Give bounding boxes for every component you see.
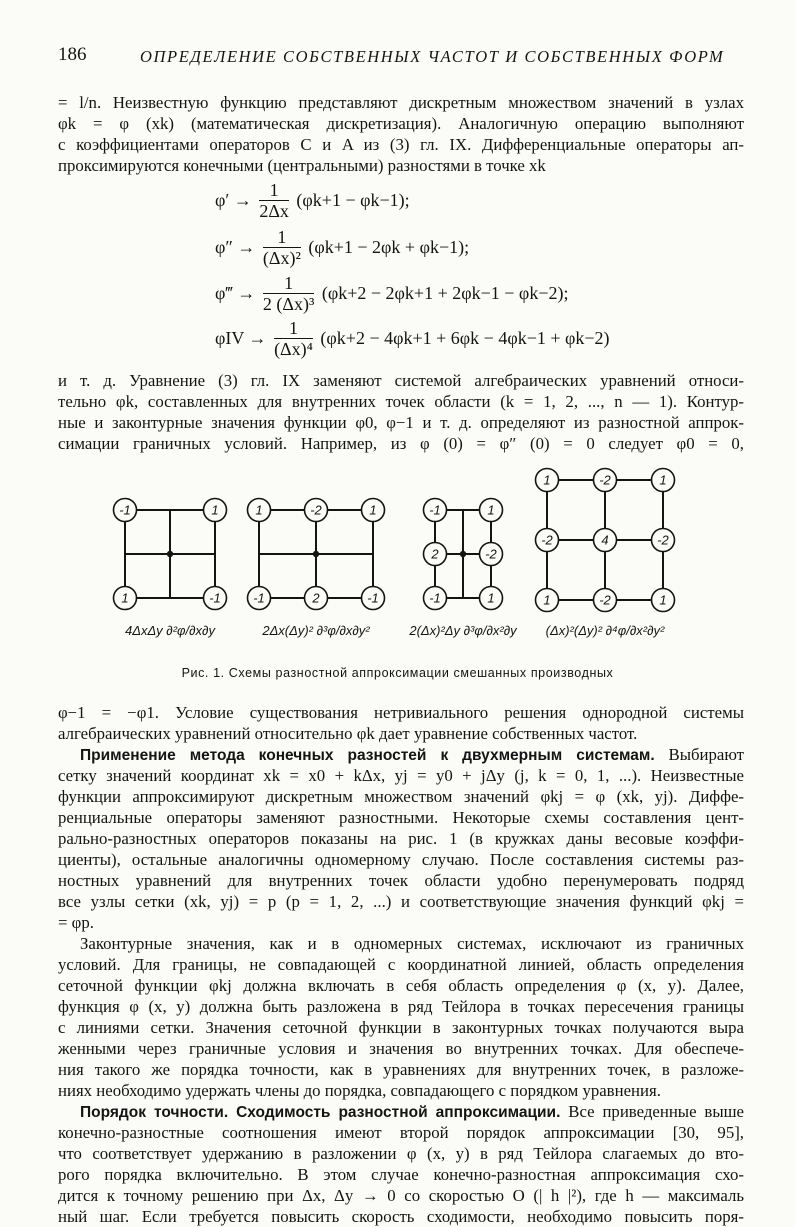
text-line: рально-разностных операторов показаны на рис. 1 (в кружках даны весовые коэффи- (58, 829, 744, 848)
page-number: 186 (58, 44, 87, 65)
text-line: условий. Для границы, не совпадающей с координатной линией, область определения (58, 955, 744, 974)
weight-node (480, 587, 503, 610)
section-accuracy: Порядок точности. Сходимость разностной аппроксимации. Все приведенные выше конечно-разностные соотношения имеют второй порядок аппроксимации [30, 95], что соответствует удержанию в разложении φ (x, y) в ряд Тейлора слагаемых до вто- рого порядка включительно. В этом случае конечно-разностная аппроксимация схо- дится к точному решению при Δx, Δy → 0 со скоростью O (| h |²), где h — максималь ный шаг. Если требуется повысить скорость сходимости, необходимо повысить поря- (58, 1102, 744, 1226)
weight-node (305, 499, 328, 522)
weight-node (204, 587, 227, 610)
svg-text:-2: -2 (599, 592, 611, 608)
text-line: сетку значений координат xk = x0 + kΔx, yj = y0 + jΔy (j, k = 0, 1, ...). Неизвестные (58, 766, 744, 785)
text-line: циенты), остальные аналогичны одномерному случаю. После составления системы раз- (58, 850, 744, 869)
weight-node (248, 587, 271, 610)
text-line: φk = φ (xk) (математическая дискретизация). Аналогичную операцию выполняют (58, 114, 744, 133)
svg-text:-1: -1 (119, 502, 131, 518)
svg-text:1: 1 (369, 502, 377, 518)
weight-node (114, 499, 137, 522)
text-line: ный шаг. Если требуется повысить скорость сходимости, необходимо повысить поря- (58, 1207, 744, 1226)
svg-text:2: 2 (312, 590, 320, 606)
svg-text:1: 1 (659, 592, 667, 608)
weight-node (594, 529, 617, 552)
svg-text:1: 1 (211, 502, 219, 518)
svg-text:-2: -2 (657, 532, 669, 548)
section-2d-systems: Применение метода конечных разностей к двухмерным системам. Выбирают сетку значений координат xk = x0 + kΔx, yj = y0 + jΔy (j, k = 0, 1, ...). Неизвестные функции аппроксимируют дискретным множеством значений φkj = φ (xk, yj). Диффе- ренциальные операторы заменяют разностными. Некоторые схемы составления цент- рально-разностных операторов показаны на рис. 1 (в кружках даны весовые коэффи- циенты), остальные аналогичны одномерному случаю. После составления системы раз- ностных уравнений для внутренних точек области удобно перенумеровать подряд все узлы сетки (xk, yj) = p (p = 1, 2, ...) и соответствующие значения функций φkj = = φp. (58, 745, 744, 932)
formula-first-derivative: φ′ → $\frac{1}{2\Delta x}$ (φk+1 − φk−1); (215, 180, 410, 221)
text-line: ностных уравнений для внутренних точек области удобно перенумеровать подряд (58, 871, 744, 890)
text-line: симации граничных условий. Например, из φ (0) = φ″ (0) = 0 следует φ0 = 0, (58, 434, 744, 453)
svg-text:-1: -1 (429, 590, 441, 606)
svg-text:1: 1 (487, 590, 495, 606)
weight-node (424, 499, 447, 522)
intro-paragraph (58, 92, 744, 176)
svg-text:-2: -2 (599, 472, 611, 488)
paragraph-4 (58, 933, 744, 1101)
text-line: = φp. (58, 913, 94, 932)
svg-text:1: 1 (543, 592, 551, 608)
weight-node (594, 469, 617, 492)
svg-text:4: 4 (601, 532, 609, 548)
text-line: Законтурные значения, как и в одномерных системах, исключают из граничных (80, 934, 744, 953)
svg-text:-1: -1 (209, 590, 221, 606)
weight-node (204, 499, 227, 522)
weight-node (536, 469, 559, 492)
weight-node (594, 589, 617, 612)
svg-text:-2: -2 (541, 532, 553, 548)
formula-third-derivative: φ‴ → $\frac{1}{\text{2 (Δx)³}}$ (φk+2 − 2φk+1 + 2φk−1 − φk−2); (215, 273, 569, 314)
weight-node (424, 587, 447, 610)
section-heading: Применение метода конечных разностей к двухмерным системам. (80, 747, 655, 764)
text-line: конечно-разностные соотношения имеют второй порядок аппроксимации [30, 95], (58, 1123, 744, 1142)
weight-node (305, 587, 328, 610)
svg-text:-1: -1 (253, 590, 265, 606)
scheme-label: 2(Δx)²Δy ∂³φ/∂x²∂y (409, 623, 517, 638)
text-line: дится к точному решению при Δx, Δy → 0 со скоростью O (| h |²), где h — максималь (58, 1186, 744, 1205)
text-line: ниях необходимо удержать члены до порядка, совпадающего с порядком уравнения. (58, 1081, 661, 1100)
figure-difference-schemes (0, 460, 795, 660)
scheme-label: 2Δx(Δy)² ∂³φ/∂x∂y² (262, 623, 370, 638)
weight-node (248, 499, 271, 522)
weight-node (424, 543, 447, 566)
svg-text:-1: -1 (367, 590, 379, 606)
scheme-label: 4ΔxΔy ∂²φ/∂x∂y (125, 623, 215, 638)
text-line: с коэффициентами операторов C и A из (3) гл. IX. Дифференциальные операторы ап- (58, 135, 744, 154)
weight-node (652, 529, 675, 552)
text-line: с линиями сетки. Значения сеточной функции в законтурных точках получаются выра (58, 1018, 744, 1037)
text-line: что соответствует удержанию в разложении φ (x, y) в ряд Тейлора слагаемых до вто- (58, 1144, 744, 1163)
svg-text:1: 1 (121, 590, 129, 606)
svg-text:1: 1 (659, 472, 667, 488)
text-line: тельно φk, составленных для внутренних точек области (k = 1, 2, ..., n — 1). Контур- (58, 392, 744, 411)
weight-node (362, 499, 385, 522)
running-title: ОПРЕДЕЛЕНИЕ СОБСТВЕННЫХ ЧАСТОТ И СОБСТВЕННЫХ ФОРМ (140, 47, 725, 66)
weight-node (536, 529, 559, 552)
text-line: функции аппроксимируют дискретным множеством значений φkj = φ (xk, yj). Диффе- (58, 787, 744, 806)
svg-text:-2: -2 (310, 502, 322, 518)
svg-text:1: 1 (487, 502, 495, 518)
section-heading: Порядок точности. Сходимость разностной аппроксимации. (80, 1104, 561, 1121)
text-line: алгебраических уравнений относительно φk дает уравнение собственных частот. (58, 724, 638, 743)
weight-node (652, 469, 675, 492)
text-line: φ−1 = −φ1. Условие существования нетривиального решения однородной системы (58, 703, 744, 722)
text-line: ренциальные операторы заменяют разностными. Некоторые схемы составления цент- (58, 808, 744, 827)
text-line: все узлы сетки (xk, yj) = p (p = 1, 2, ...) и соответствующие значения функций φkj = (58, 892, 744, 911)
paragraph-2 (58, 370, 744, 454)
scheme-label: (Δx)²(Δy)² ∂⁴φ/∂x²∂y² (545, 623, 665, 638)
text-line: = l/n. Неизвестную функцию представляют дискретным множеством значений в узлах (58, 93, 744, 112)
text-line: проксимируются конечными (центральными) разностями в точке xk (58, 156, 546, 175)
figure-caption: Рис. 1. Схемы разностной аппроксимации смешанных производных (181, 666, 614, 680)
svg-text:2: 2 (431, 546, 439, 562)
paragraph-3 (58, 702, 744, 744)
weight-node (480, 543, 503, 566)
svg-text:1: 1 (543, 472, 551, 488)
weight-node (652, 589, 675, 612)
page-header (58, 44, 758, 70)
text-line: сеточной функции φkj должна включать в себя область определения φ (x, y). Далее, (58, 976, 744, 995)
weight-node (536, 589, 559, 612)
text-line: ные и законтурные значения функции φ0, φ−1 и т. д. определяют из разностной аппрок- (58, 413, 744, 432)
weight-node (114, 587, 137, 610)
text-line: женными через граничные условия и значения во внутренних точках. Для обеспече- (58, 1039, 744, 1058)
text-line: рого порядка включительно. В этом случае конечно-разностная аппроксимация схо- (58, 1165, 744, 1184)
text-line: и т. д. Уравнение (3) гл. IX заменяют системой алгебраических уравнений относи- (58, 371, 744, 390)
svg-text:-1: -1 (429, 502, 441, 518)
formula-second-derivative: φ″ → $\frac{1}{\text{(Δx)²}}$ (φk+1 − 2φk + φk−1); (215, 227, 470, 268)
text-line: функция φ (x, y) должна быть разложена в ряд Тейлора в точках пересечения границы (58, 997, 744, 1016)
svg-text:-2: -2 (485, 546, 497, 562)
svg-text:1: 1 (255, 502, 263, 518)
schemes-drawing (0, 460, 795, 660)
formula-fourth-derivative: φIV → $\frac{1}{\text{(Δx)⁴}}$ (φk+2 − 4φk+1 + 6φk − 4φk−1 + φk−2) (215, 318, 610, 359)
weight-node (362, 587, 385, 610)
weight-node (480, 499, 503, 522)
text-line: ния такого же порядка точности, как в уравнениях для внутренних точек, в разложе- (58, 1060, 744, 1079)
